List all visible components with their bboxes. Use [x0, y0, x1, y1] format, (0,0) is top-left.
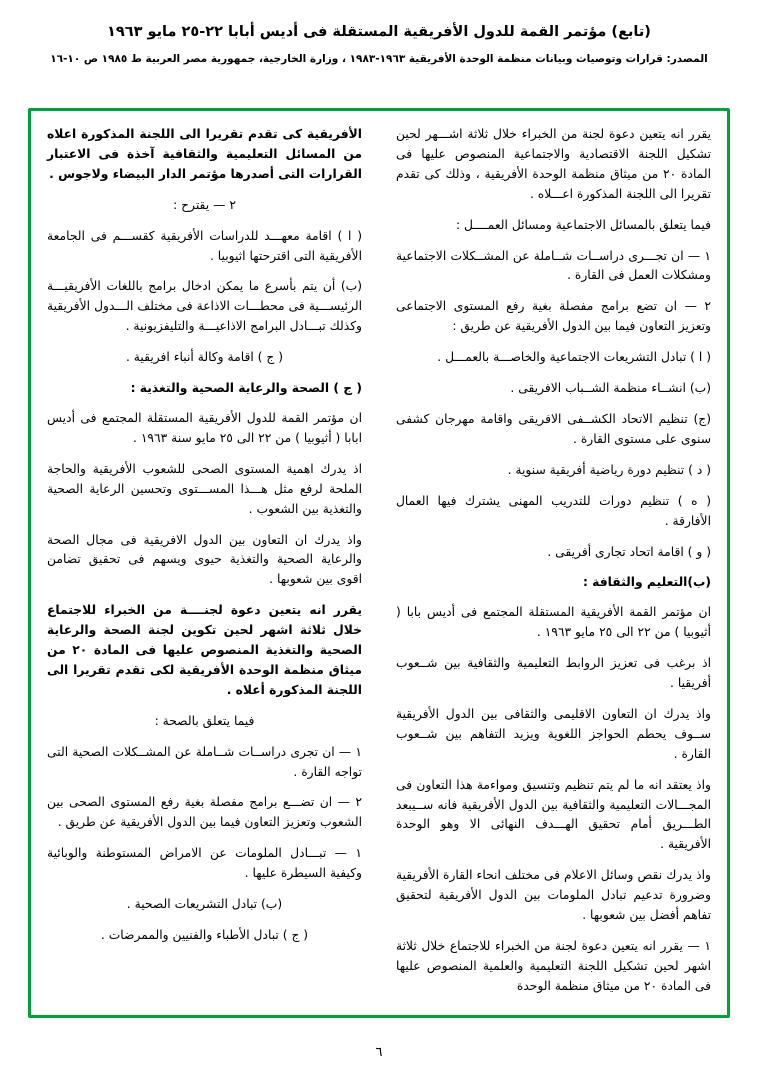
left-column-paragraph: ان مؤتمر القمة للدول الأفريقية المستقلة المجتمع فى أديس ابابا ( أثيوبيا ) من ٢٢ الى ٢٥ مايو سنة ١٩٦٣ . — [47, 410, 362, 445]
content-frame — [28, 108, 730, 1018]
column-left — [47, 125, 366, 1005]
right-column-paragraph: ان مؤتمر القمة الأفريقية المستقلة المجتمع فى أديس بابا ( أثيوبيا ) من ٢٢ الى ٢٥ مايو ١٩٦٣ . — [396, 605, 711, 640]
page-title: (تابع) مؤتمر القمة للدول الأفريقية المستقلة فى أديس أبابا ٢٢-٢٥ مايو ١٩٦٣ — [107, 24, 651, 40]
page-number: ٦ — [375, 1045, 383, 1060]
right-column-paragraph: واذ يعتقد انه ما لم يتم تنظيم وتنسيق ومواءمة هذا التعاون فى المجـــالات التعليمية والثقافية بين الدول الأفريقية فانه ســيبعد الطـــريق أمام تحقيق الهـــدف النهائى الا وهو الوحدة الأفريقية . — [396, 777, 711, 852]
right-column-paragraph: واذ يدرك ان التعاون الاقليمى والثقافى بين الدول الأفريقية ســوف يحطم الحواجز اللغوية ويزيد التفاهم بين شــعوب القارة . — [396, 706, 711, 761]
right-column-paragraph: اذ برغب فى تعزيز الروابط التعليمية والثقافية بين شــعوب أفريقيا . — [396, 656, 711, 691]
left-column-paragraph: ( ا ) اقامة معهـــد للدراسات الأفريقية كقســـم فى الجامعة الأفريقية التى اقترحتها اثيوبيا . — [47, 228, 362, 263]
left-column-paragraph: اذ يدرك اهمية المستوى الصحى للشعوب الأفريقية والحاجة الملحة لرفع مثل هـــذا المســـتوى وتحسين الرعاية الصحية والتغذية بين الشعوب . — [47, 461, 362, 516]
right-column-paragraph: ١ — يقرر انه يتعين دعوة لجنة من الخبراء للاجتماع خلال ثلاثة اشهر لحين تشكيل اللجنة التعليمية والعلمية المنصوص عليها فى المادة ٢٠ من ميثاق منظمة الوحدة — [396, 939, 711, 993]
right-column-paragraph: يقرر انه يتعين دعوة لجنة من الخبراء خلال ثلاثة اشـــهر لحين تشكيل اللجنة الاقتصادية والاجتماعية المنصوص عليها فى المادة ٢٠ من ميثاق منظمة الوحدة الأفريقية ، وذلك كى تقدم تقريرا الى اللجنة المذكورة اعـــلاه . — [396, 127, 711, 201]
right-column-paragraph: ( ا ) تبادل التشريعات الاجتماعية والخاصـــة بالعمـــل . — [437, 350, 711, 365]
right-column-paragraph: ( ه ) تنظيم دورات للتدريب المهنى يشترك فيها العمال الأفارقة . — [396, 493, 711, 528]
left-column-paragraph: ( ج ) اقامة وكالة أنباء افريقية . — [125, 350, 283, 365]
left-column-paragraph: ١ — تبـــادل الملومات عن الامراض المستوطنة والوبائية وكيفية السيطرة عليها . — [47, 846, 362, 881]
left-column-paragraph: ٢ — ان تضـــع برامج مفصلة بغية رفع المستوى الصحى بين الشعوب وتعزيز التعاون فيما بين الدول الأفريقية عن طريق . — [47, 795, 362, 830]
right-column-paragraph: ١ — ان تجـــرى دراســات شــاملة عن المشــكلات الاجتماعية ومشكلات العمل فى القارة . — [396, 248, 711, 283]
document-header — [0, 0, 758, 66]
right-column-paragraph: فيما يتعلق بالمسائل الاجتماعية ومسائل العمــــل : — [455, 217, 711, 232]
left-column-paragraph: (ب) تبادل التشريعات الصحية . — [126, 897, 283, 912]
left-column-paragraph: ( ج ) تبادل الأطباء والفنيين والممرضات . — [100, 928, 309, 942]
left-column-paragraph: الأفريقية كى تقدم تقريرا الى اللجنة المذكورة اعلاه من المسائل التعليمية والثقافية آخذة فى الاعتبار القرارات التى أصدرها مؤتمر الدار البيضاء ولاجوس . — [47, 127, 362, 181]
right-column-paragraph: واذ يدرك نقص وسائل الاعلام فى مختلف انحاء القارة الأفريقية وضرورة تدعيم تبادل الملومات بين الدول الأفريقية لتحقيق تفاهم أفضل بين شعوبها . — [396, 868, 711, 923]
column-right — [392, 125, 711, 1005]
right-column-paragraph: ٢ — ان تضع برامج مفصلة بغية رفع المستوى الاجتماعى وتعزيز التعاون فيما بين الدول الأفريقية عن طريق : — [396, 299, 711, 334]
left-column-paragraph: ٢ — يقترح : — [173, 197, 236, 212]
page-footer — [0, 1045, 758, 1060]
right-column-paragraph: ( و ) اقامة اتحاد تجارى أفريقى . — [547, 544, 711, 559]
left-column-paragraph: ١ — ان تجرى دراســات شــاملة عن المشــكلات الصحية التى تواجه القارة . — [47, 744, 362, 779]
left-column-paragraph: ( ج ) الصحة والرعاية الصحية والتغذية : — [130, 381, 362, 396]
left-column-paragraph: يقرر انه يتعين دعوة لجنــــة من الخبراء للاجتماع خلال ثلاثة اشهر لحين تكوين لجنة الصحة والرعاية الصحية والتغذية المنصوص عليها فى المادة ٢٠ من ميثاق منظمة الوحدة الأفريقية لكى تقدم تقريرا الى اللجنة المذكورة أعلاه . — [47, 603, 362, 697]
left-column-paragraph: (ب) أن يتم بأسرع ما يمكن ادخال برامج باللغات الأفريقيـــة الرئيســـية فى محطـــات الاذاعة فى مختلف الـــدول الأفريقية وكذلك تبـــادل البرامج الاذاعيـــة والتليفزيونية . — [47, 279, 362, 334]
left-column-paragraph: واذ يدرك ان التعاون بين الدول الافريقية فى مجال الصحة والرعاية الصحية والتغذية حيوى ويسهم فى تحقيق تضامن اقوى بين شعوبها . — [47, 532, 362, 587]
source-line: المصدر: قرارات وتوصيات وبيانات منظمة الوحدة الأفريقية ١٩٦٣-١٩٨٣ ، وزارة الخارجية، جمهورية مصر العربية ط ١٩٨٥ ص ١٠-١٦ — [50, 52, 708, 65]
right-column-paragraph: (ب) انشــاء منظمة الشــباب الافريقى . — [510, 381, 711, 396]
two-column-body — [47, 125, 711, 1005]
right-column-paragraph: (ج) تنظيم الاتحاد الكشــفى الافريقى واقامة مهرجان كشفى سنوى على مستوى القارة . — [396, 411, 711, 446]
left-column-paragraph: فيما يتعلق بالصحة : — [154, 713, 255, 728]
right-column-paragraph: ( د ) تنظيم دورة رياضية أفريقية سنوية . — [507, 462, 711, 477]
right-column-paragraph: (ب)التعليم والثقافة : — [582, 575, 711, 590]
